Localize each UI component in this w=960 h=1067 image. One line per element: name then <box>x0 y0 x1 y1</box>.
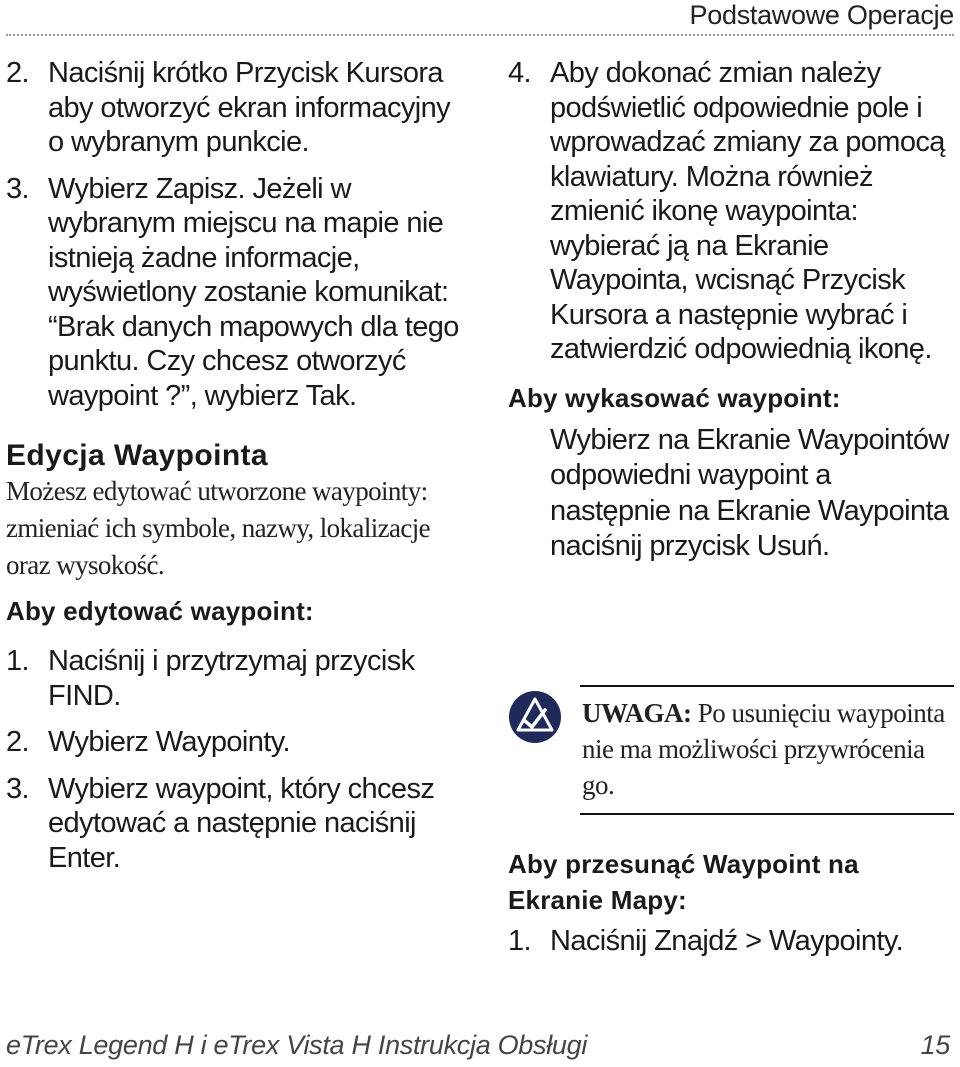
list-item-text: Wybierz Waypointy. <box>48 726 290 758</box>
list-item-number: 2. <box>6 726 29 758</box>
note-body: Po usunięciu waypointa nie ma możliwości przywrócenia go. <box>582 698 945 800</box>
page-header-title: Podstawowe Operacje <box>689 0 954 30</box>
note-bottom-rule <box>580 813 954 815</box>
procedure-heading: Aby edytować waypoint: <box>6 596 314 626</box>
list-item-text: Wybierz waypoint, który chcesz edytować a następnie naciśnij Enter. <box>48 772 435 874</box>
procedure-heading: Aby przesunąć Waypoint na Ekranie Mapy: <box>508 849 859 915</box>
list-item <box>6 172 466 414</box>
note-text <box>582 695 954 803</box>
page-footer <box>6 1030 950 1061</box>
list-item-number: 1. <box>508 925 531 957</box>
list-item-text: Naciśnij i przytrzymaj przycisk FIND. <box>48 645 415 712</box>
section-intro: Możesz edytować utworzone waypointy: zmieniać ich symbole, nazwy, lokalizacje oraz wysokość. <box>6 476 431 580</box>
list-item-text: Wybierz Zapisz. Jeżeli w wybranym miejscu na mapie nie istnieją żadne informacje, wyświetlony zostanie komunikat: “Brak danych mapowych dla tego punktu. Czy chcesz otworzyć waypoint ?”, wybierz Tak. <box>48 172 459 412</box>
list-item <box>6 56 466 160</box>
list-item <box>6 725 466 760</box>
list-item <box>508 924 954 959</box>
list-item-number: 3. <box>6 772 29 805</box>
list-item-text: Naciśnij krótko Przycisk Kursora aby otworzyć ekran informacyjny o wybranym punkcie. <box>48 57 451 158</box>
note-top-rule <box>580 685 954 687</box>
header-dotted-rule <box>6 34 954 36</box>
procedure-heading: Aby wykasować waypoint: <box>508 382 841 413</box>
list-item <box>6 772 466 876</box>
note-label: UWAGA: <box>582 698 692 728</box>
list-item-number: 2. <box>6 57 29 89</box>
list-item <box>508 56 954 367</box>
list-item-number: 4. <box>508 57 531 89</box>
footer-manual-title: eTrex Legend H i eTrex Vista H Instrukcja Obsługi <box>6 1030 588 1060</box>
list-item-number: 1. <box>6 645 29 677</box>
page-number: 15 <box>920 1030 950 1060</box>
left-column <box>6 56 466 887</box>
procedure-text: Wybierz na Ekranie Waypointów odpowiedni waypoint a następnie na Ekranie Waypointa naciśnij przycisk Usuń. <box>550 423 949 562</box>
section-heading: Edycja Waypointa <box>6 439 269 472</box>
list-item <box>6 644 466 713</box>
right-column-bottom <box>508 846 954 971</box>
note-diamond-check-icon <box>508 690 562 744</box>
list-item-text: Aby dokonać zmian należy podświetlić odpowiednie pole i wprowadzać zmiany za pomocą klawiatury. Można również zmienić ikonę waypointa: wybierać ją na Ekranie Waypointa, wcisnąć Przycisk Kursora a następnie wybrać i zatwierdzić odpowiednią ikonę. <box>550 57 945 365</box>
note-callout <box>508 685 954 815</box>
list-item-text: Naciśnij Znajdź > Waypointy. <box>550 925 904 957</box>
right-column <box>508 56 954 565</box>
list-item-number: 3. <box>6 172 29 205</box>
